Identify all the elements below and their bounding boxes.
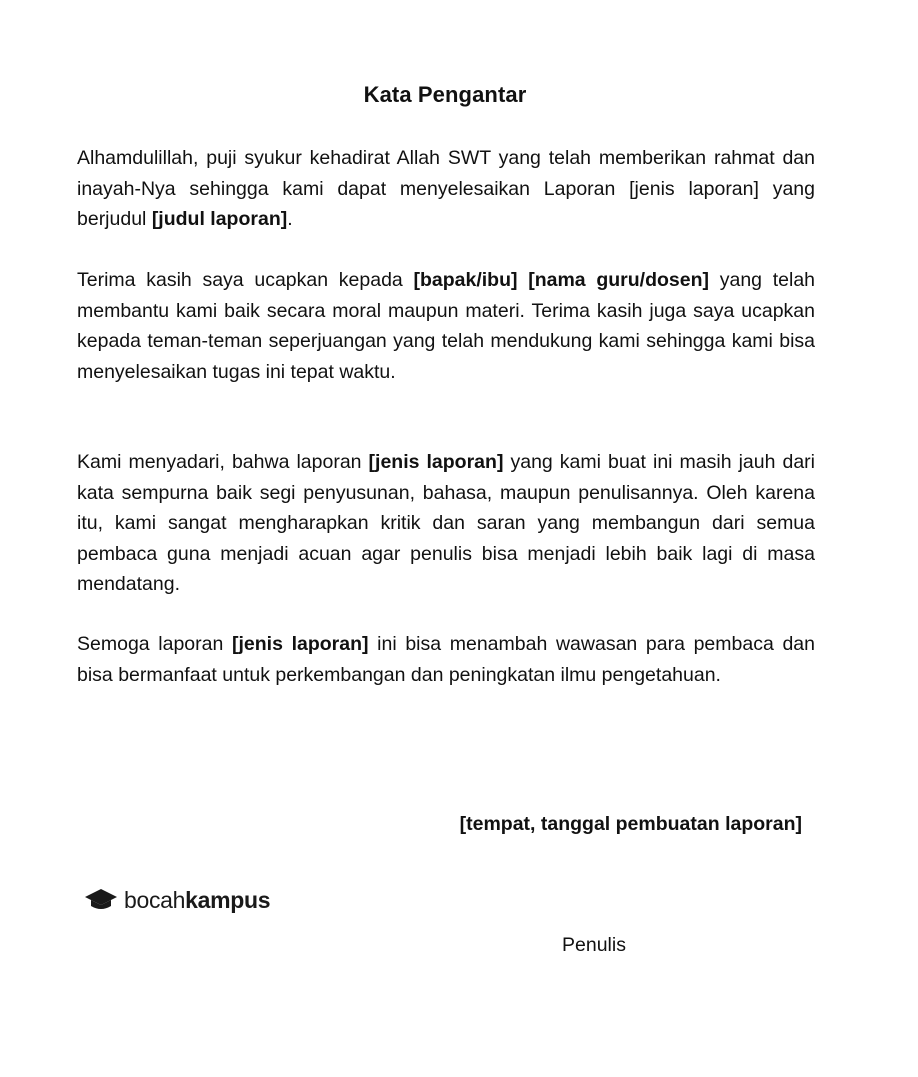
paragraph-1 [77, 143, 815, 235]
paragraph-2 [77, 265, 815, 387]
paragraph-2-text-a: Terima kasih saya ucapkan kepada [77, 269, 414, 291]
paragraph-4 [77, 629, 815, 690]
paragraph-3-text-b: yang kami buat ini masih jauh dari kata sempurna baik segi penyusunan, bahasa, maupun penulisannya. Oleh karena itu, kami sangat mengharapkan kritik dan saran yang membangun dari semua pembaca guna menjadi acuan agar penulis bisa menjadi lebih baik lagi di masa mendatang. [77, 451, 815, 595]
author-label: Penulis [562, 934, 626, 956]
logo-text-bold: kampus [185, 886, 271, 913]
graduation-cap-icon [84, 887, 118, 913]
bocahkampus-logo [84, 884, 270, 916]
paragraph-4-text-a: Semoga laporan [77, 633, 232, 655]
paragraph-3-bold-report-type: [jenis laporan] [368, 451, 504, 473]
paragraph-4-bold-report-type: [jenis laporan] [232, 633, 369, 655]
paragraph-2-text-b: yang telah membantu kami baik secara moral maupun materi. Terima kasih juga saya ucapkan kepada teman-teman seperjuangan yang telah mendukung kami sehingga kami bisa menyelesaikan tugas ini tepat waktu. [77, 269, 816, 383]
paragraph-1-text-a: Alhamdulillah, puji syukur kehadirat Allah SWT yang telah memberikan rahmat dan inayah-Nya sehingga kami dapat menyelesaikan Laporan [jenis laporan] yang berjudul [77, 147, 815, 230]
paragraph-4-text-b: ini bisa menambah wawasan para pembaca dan bisa bermanfaat untuk perkembangan dan peningkatan ilmu pengetahuan. [77, 633, 815, 686]
place-date-line: [tempat, tanggal pembuatan laporan] [459, 813, 802, 835]
paragraph-2-bold-teacher-name: [bapak/ibu] [nama guru/dosen] [413, 269, 710, 291]
paragraph-3 [77, 447, 815, 600]
paragraph-1-text-b: . [287, 208, 293, 230]
logo-wordmark [124, 887, 270, 914]
document-title: Kata Pengantar [363, 82, 527, 107]
paragraph-3-text-a: Kami menyadari, bahwa laporan [77, 451, 369, 473]
paragraph-1-bold-report-title: [judul laporan] [151, 208, 288, 230]
logo-text-regular: bocah [124, 886, 186, 913]
